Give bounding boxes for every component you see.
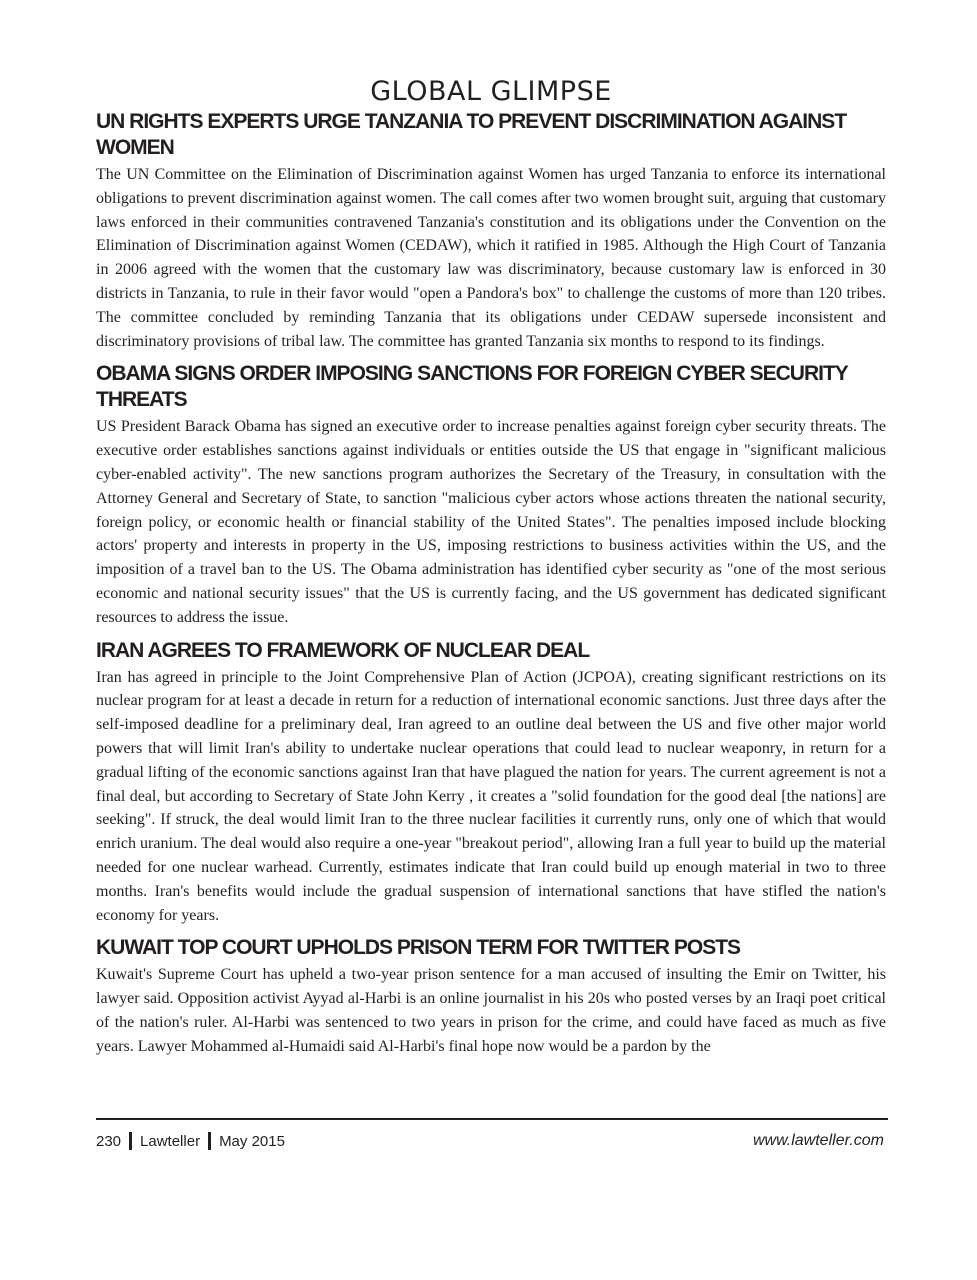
article-kuwait-twitter xyxy=(96,935,886,1058)
footer-divider xyxy=(96,1118,888,1120)
article-obama-cyber xyxy=(96,361,886,629)
article-headline: IRAN AGREES TO FRAMEWORK OF NUCLEAR DEAL xyxy=(96,638,590,662)
article-body: The UN Committee on the Elimination of Discrimination against Women has urged Tanzania to enforce its international obligations to prevent discrimination against women. The call comes after two women brought suit, arguing that customary laws enforced in their communities contravened Tanzania's constitution and its obligations under the Convention on the Elimination of Discrimination against Women (CEDAW), which it ratified in 1985. Although the High Court of Tanzania in 2006 agreed with the women that the customary law was discriminatory, because customary law is enforced in 30 districts in Tanzania, to rule in their favor would "open a Pandora's box" to challenge the customs of more than 120 tribes. The committee concluded by reminding Tanzania that its obligations under CEDAW supersede inconsistent and discriminatory provisions of tribal law. The committee has granted Tanzania six months to respond to its findings. xyxy=(96,166,886,350)
article-iran-nuclear xyxy=(96,638,886,928)
issue-date: May 2015 xyxy=(219,1132,285,1150)
section-title: GLOBAL GLIMPSE xyxy=(370,76,612,107)
article-body: Iran has agreed in principle to the Joint Comprehensive Plan of Action (JCPOA), creating significant restrictions on its nuclear program for at least a decade in return for a reduction of international economic sanctions. Just three days after the self-imposed deadline for a preliminary deal, Iran agreed to an outline deal between the US and five other major world powers that will limit Iran's ability to undertake nuclear operations that could lead to nuclear weaponry, in return for a gradual lifting of the economic sanctions against Iran that have plagued the nation for years. The current agreement is not a final deal, but according to Secretary of State John Kerry , it creates a "solid foundation for the good deal [the nations] are seeking". If struck, the deal would limit Iran to the three nuclear facilities it currently runs, only one of which that would enrich uranium. The deal would also require a one-year "breakout period", allowing Iran a full year to build up the material needed for one nuclear warhead. Currently, estimates indicate that Iran could build up enough material in two to three months. Iran's benefits would include the gradual suspension of international sanctions that have stifled the nation's economy for years. xyxy=(96,668,886,924)
publication-name: Lawteller xyxy=(140,1132,201,1150)
page-content xyxy=(96,76,886,1067)
footer-separator xyxy=(208,1132,211,1150)
website-link[interactable]: www.lawteller.com xyxy=(753,1132,884,1149)
page-number: 230 xyxy=(96,1132,122,1150)
article-body: Kuwait's Supreme Court has upheld a two-year prison sentence for a man accused of insulting the Emir on Twitter, his lawyer said. Opposition activist Ayyad al-Harbi is an online journalist in his 20s who posted verses by an Iraqi poet critical of the nation's ruler. Al-Harbi was sentenced to two years in prison for the crime, and could have faced as much as five years. Lawyer Mohammed al-Humaidi said Al-Harbi's final hope now would be a pardon by the xyxy=(96,966,886,1055)
article-headline: KUWAIT TOP COURT UPHOLDS PRISON TERM FOR TWITTER POSTS xyxy=(96,936,741,960)
article-headline: UN RIGHTS EXPERTS URGE TANZANIA TO PREVENT DISCRIMINATION AGAINST WOMEN xyxy=(96,110,847,159)
footer-separator xyxy=(129,1132,132,1150)
article-tanzania xyxy=(96,109,886,353)
article-headline: OBAMA SIGNS ORDER IMPOSING SANCTIONS FOR FOREIGN CYBER SECURITY THREATS xyxy=(96,362,848,412)
page-footer xyxy=(96,1132,884,1150)
article-body: US President Barack Obama has signed an executive order to increase penalties against foreign cyber security threats. The executive order establishes sanctions against individuals or entities outside the US that engage in "significant malicious cyber-enabled activity". The new sanctions program authorizes the Secretary of the Treasury, in consultation with the Attorney General and Secretary of State, to sanction "malicious cyber actors whose actions threaten the national security, foreign policy, or economic health or financial stability of the United States". The penalties imposed include blocking actors' property and interests in property in the US, imposing restrictions to business activities within the US, and the imposition of a travel ban to the US. The Obama administration has identified cyber security as "one of the most serious economic and national security issues" that the US is currently facing, and the US government has dedicated significant resources to address the issue. xyxy=(96,418,886,626)
